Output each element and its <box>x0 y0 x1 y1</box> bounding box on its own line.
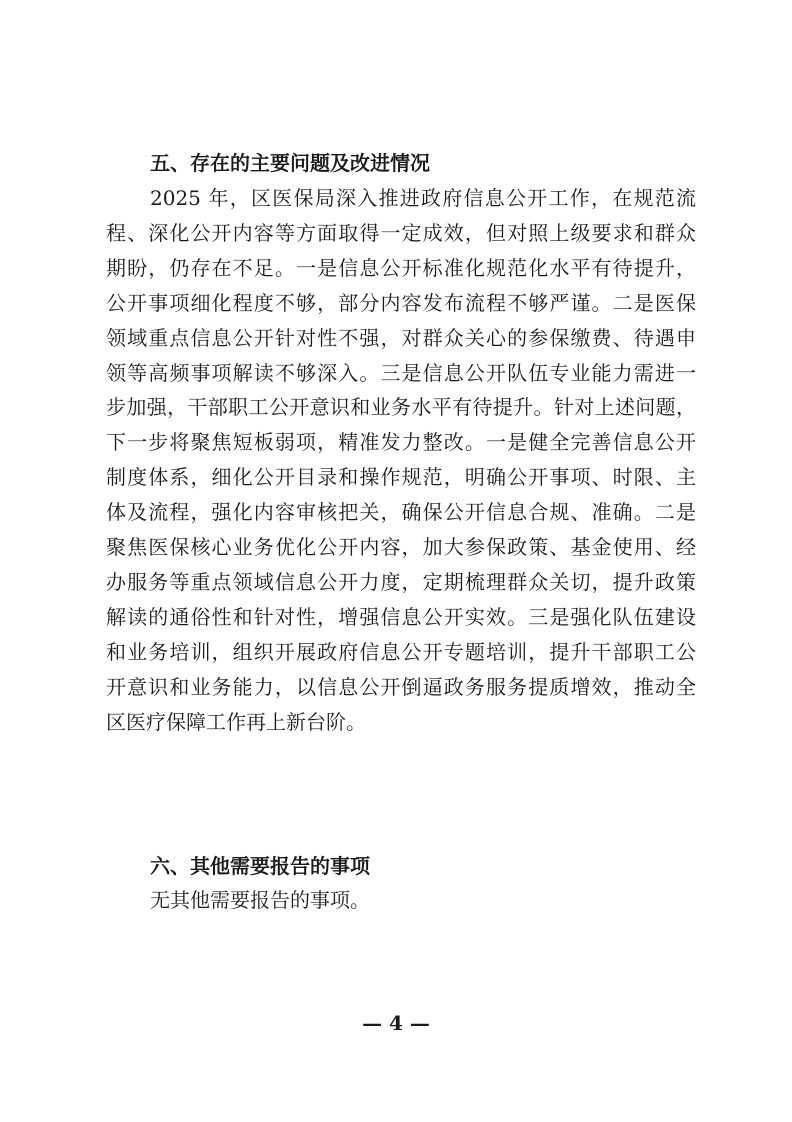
paragraph-line: 制度体系，细化公开目录和操作规范，明确公开事项、时限、主 <box>106 465 696 489</box>
paragraph-line: 开意识和业务能力，以信息公开倒逼政务服务提质增效，推动全 <box>106 675 696 699</box>
section-heading-6: 六、其他需要报告的事项 <box>150 854 370 878</box>
paragraph-line: 区医疗保障工作再上新台阶。 <box>106 710 366 734</box>
paragraph-line: 领等高频事项解读不够深入。三是信息公开队伍专业能力需进一 <box>106 361 696 385</box>
paragraph-line: 办服务等重点领域信息公开力度，定期梳理群众关切，提升政策 <box>106 570 696 594</box>
section6-paragraph: 无其他需要报告的事项。 <box>150 888 370 912</box>
paragraph-line: 2025 年，区医保局深入推进政府信息公开工作，在规范流 <box>150 186 696 210</box>
paragraph-line: 领域重点信息公开针对性不强，对群众关心的参保缴费、待遇申 <box>106 326 696 350</box>
paragraph-line: 聚焦医保核心业务优化公开内容，加大参保政策、基金使用、经 <box>106 535 696 559</box>
paragraph-line: 下一步将聚焦短板弱项，精准发力整改。一是健全完善信息公开 <box>106 430 696 454</box>
paragraph-line: 解读的通俗性和针对性，增强信息公开实效。三是强化队伍建设 <box>106 605 696 629</box>
paragraph-line: 公开事项细化程度不够，部分内容发布流程不够严谨。二是医保 <box>106 291 696 315</box>
paragraph-line: 体及流程，强化内容审核把关，确保公开信息合规、准确。二是 <box>106 500 696 524</box>
paragraph-line: 步加强，干部职工公开意识和业务水平有待提升。针对上述问题， <box>106 395 696 419</box>
paragraph-line: 和业务培训，组织开展政府信息公开专题培训，提升干部职工公 <box>106 640 696 664</box>
paragraph-line: 程、深化公开内容等方面取得一定成效，但对照上级要求和群众 <box>106 221 696 245</box>
page-number: — 4 — <box>362 1011 430 1035</box>
section-heading-5: 五、存在的主要问题及改进情况 <box>150 151 430 175</box>
paragraph-line: 期盼，仍存在不足。一是信息公开标准化规范化水平有待提升， <box>106 256 696 280</box>
